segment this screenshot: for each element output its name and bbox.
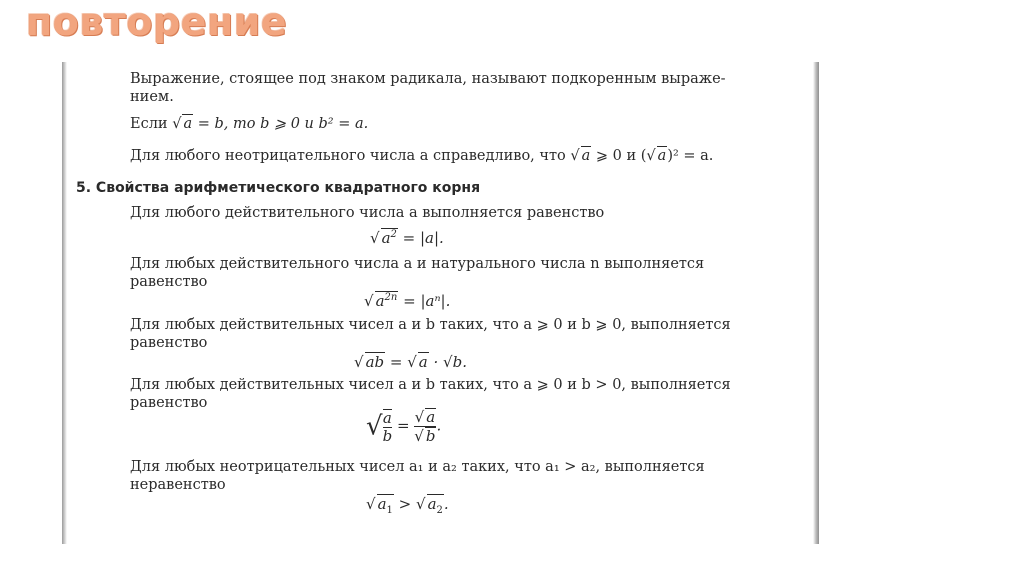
formula-rhs: = |aⁿ|. bbox=[403, 292, 451, 310]
sqrt-symbol: √ bbox=[172, 116, 182, 132]
paragraph: равенство bbox=[130, 395, 208, 411]
text-fragment: )² = a. bbox=[667, 148, 714, 164]
text-fragment: ⩾ 0 и ( bbox=[595, 148, 647, 164]
formula-4: √ $\frac{a}{b}$ = $\frac{√ a}{√ b}$ . bbox=[366, 408, 442, 445]
text-fragment: Если bbox=[130, 116, 168, 132]
paragraph: Для любых действительных чисел a и b таких, что a ⩾ 0 и b > 0, выполняется bbox=[130, 377, 731, 393]
radicand: a bbox=[183, 116, 193, 132]
sqrt-symbol: √ bbox=[646, 148, 656, 164]
page-left-edge bbox=[62, 62, 67, 544]
formula-end: . bbox=[443, 495, 449, 513]
formula-5: √ $a_1$ > √ $a_2$. bbox=[366, 495, 449, 516]
formula-3: √ ab = √ a · √b. bbox=[354, 353, 467, 371]
paragraph: неравенство bbox=[130, 477, 226, 493]
page-right-edge bbox=[813, 62, 819, 544]
paragraph: Для любых неотрицательных чисел a₁ и a₂ таких, что a₁ > a₂, выполняется bbox=[130, 459, 705, 475]
paragraph: равенство bbox=[130, 274, 208, 290]
paragraph: Для любых действительного числа a и натурального числа n выполняется bbox=[130, 256, 705, 272]
radicand: a bbox=[657, 148, 667, 164]
formula-rhs: = |a|. bbox=[402, 229, 444, 247]
formula-rhs: . bbox=[436, 416, 442, 435]
radicand: a bbox=[581, 148, 591, 164]
text-line-nonneg bbox=[130, 146, 713, 165]
formula-operator: > bbox=[398, 495, 412, 513]
text-fragment: = b, то b ⩾ 0 и b² = a. bbox=[197, 116, 369, 132]
text-line: нием. bbox=[130, 89, 174, 105]
slide-title: повторение bbox=[26, 0, 288, 44]
paragraph: Для любых действительных чисел a и b таких, что a ⩾ 0 и b ⩾ 0, выполняется bbox=[130, 317, 731, 333]
formula-2: √ $a^{2n} = |a^n|$. bbox=[364, 292, 451, 310]
formula-1: √ $a^2 = |a|$. bbox=[370, 229, 444, 247]
sqrt-symbol: √ bbox=[570, 148, 580, 164]
section-heading: 5. Свойства арифметического квадратного корня bbox=[76, 180, 481, 196]
formula-rhs: · √b. bbox=[433, 353, 467, 371]
paragraph: Для любого действительного числа a выполняется равенство bbox=[130, 205, 605, 221]
paragraph: равенство bbox=[130, 335, 208, 351]
text-fragment: Для любого неотрицательного числа a справедливо, что bbox=[130, 148, 566, 164]
text-line-if bbox=[130, 114, 368, 133]
text-line: Выражение, стоящее под знаком радикала, называют подкоренным выраже- bbox=[130, 71, 726, 87]
